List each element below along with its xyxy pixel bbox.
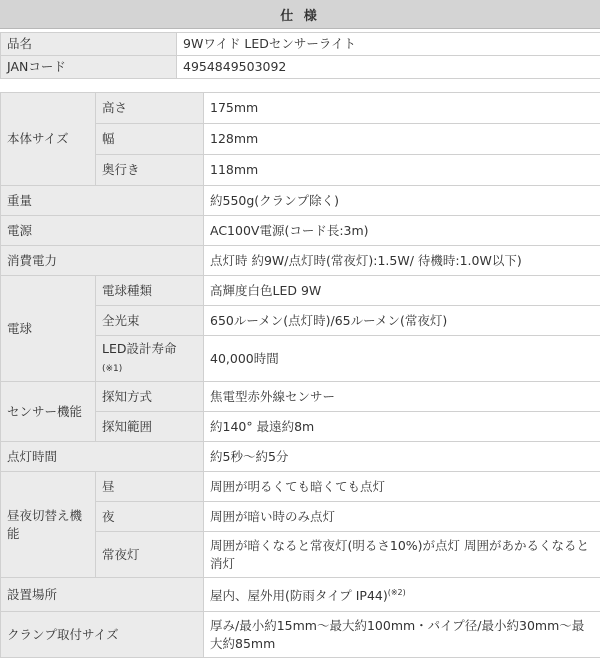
- bulb-type-value: 高輝度白色LED 9W: [204, 276, 600, 306]
- light-time-label: 点灯時間: [1, 442, 204, 472]
- product-name-value: 9Wワイド LEDセンサーライト: [177, 33, 600, 56]
- spec-title: 仕 様: [0, 0, 600, 29]
- clamp-size-label: クランプ取付サイズ: [1, 612, 204, 658]
- height-value: 175mm: [204, 93, 600, 124]
- table-row: [1, 33, 600, 56]
- basic-info-table: [0, 32, 600, 79]
- bulb-type-label: 電球種類: [96, 276, 204, 306]
- width-label: 幅: [96, 124, 204, 155]
- location-value-cell: [204, 578, 600, 612]
- led-life-label-cell: [96, 336, 204, 382]
- body-size-label: 本体サイズ: [1, 93, 96, 186]
- depth-label: 奥行き: [96, 155, 204, 186]
- bulb-label: 電球: [1, 276, 96, 382]
- night-mode-value: 周囲が暗い時のみ点灯: [204, 502, 600, 532]
- nightlight-mode-label: 常夜灯: [96, 532, 204, 578]
- power-label: 電源: [1, 216, 204, 246]
- led-life-label: LED設計寿命: [102, 340, 177, 356]
- jan-code-label: JANコード: [1, 56, 177, 79]
- product-name-label: 品名: [1, 33, 177, 56]
- table-row: [1, 578, 600, 612]
- consumption-value: 点灯時 約9W/点灯時(常夜灯):1.5W/ 待機時:1.0W以下): [204, 246, 600, 276]
- detection-method-label: 探知方式: [96, 382, 204, 412]
- power-value: AC100V電源(コード長:3m): [204, 216, 600, 246]
- detection-range-value: 約140° 最遠約8m: [204, 412, 600, 442]
- jan-code-value: 4954849503092: [177, 56, 600, 79]
- table-row: [1, 612, 600, 658]
- weight-label: 重量: [1, 186, 204, 216]
- table-row: [1, 246, 600, 276]
- table-row: [1, 216, 600, 246]
- night-mode-label: 夜: [96, 502, 204, 532]
- led-life-value: 40,000時間: [204, 336, 600, 382]
- depth-value: 118mm: [204, 155, 600, 186]
- clamp-size-value: 厚み/最小約15mm～最大約100mm・パイプ径/最小約30mm～最大約85mm: [204, 612, 600, 658]
- width-value: 128mm: [204, 124, 600, 155]
- table-row: [1, 93, 600, 124]
- table-row: [1, 56, 600, 79]
- consumption-label: 消費電力: [1, 246, 204, 276]
- day-mode-label: 昼: [96, 472, 204, 502]
- table-row: [1, 186, 600, 216]
- detection-range-label: 探知範囲: [96, 412, 204, 442]
- spec-table: [0, 92, 600, 658]
- location-note: (※2): [387, 588, 406, 597]
- lumen-value: 650ルーメン(点灯時)/65ルーメン(常夜灯): [204, 306, 600, 336]
- table-row: [1, 472, 600, 502]
- table-row: [1, 276, 600, 306]
- sensor-label: センサー機能: [1, 382, 96, 442]
- led-life-note: (※1): [102, 363, 123, 374]
- location-value: 屋内、屋外用(防雨タイプ IP44): [210, 588, 388, 603]
- nightlight-mode-value: 周囲が暗くなると常夜灯(明るさ10%)が点灯 周囲があかるくなると消灯: [204, 532, 600, 578]
- weight-value: 約550g(クランプ除く): [204, 186, 600, 216]
- table-row: [1, 382, 600, 412]
- day-mode-value: 周囲が明るくても暗くても点灯: [204, 472, 600, 502]
- lumen-label: 全光束: [96, 306, 204, 336]
- location-label: 設置場所: [1, 578, 204, 612]
- height-label: 高さ: [96, 93, 204, 124]
- detection-method-value: 焦電型赤外線センサー: [204, 382, 600, 412]
- light-time-value: 約5秒～約5分: [204, 442, 600, 472]
- day-night-mode-label: 昼夜切替え機能: [1, 472, 96, 578]
- table-row: [1, 442, 600, 472]
